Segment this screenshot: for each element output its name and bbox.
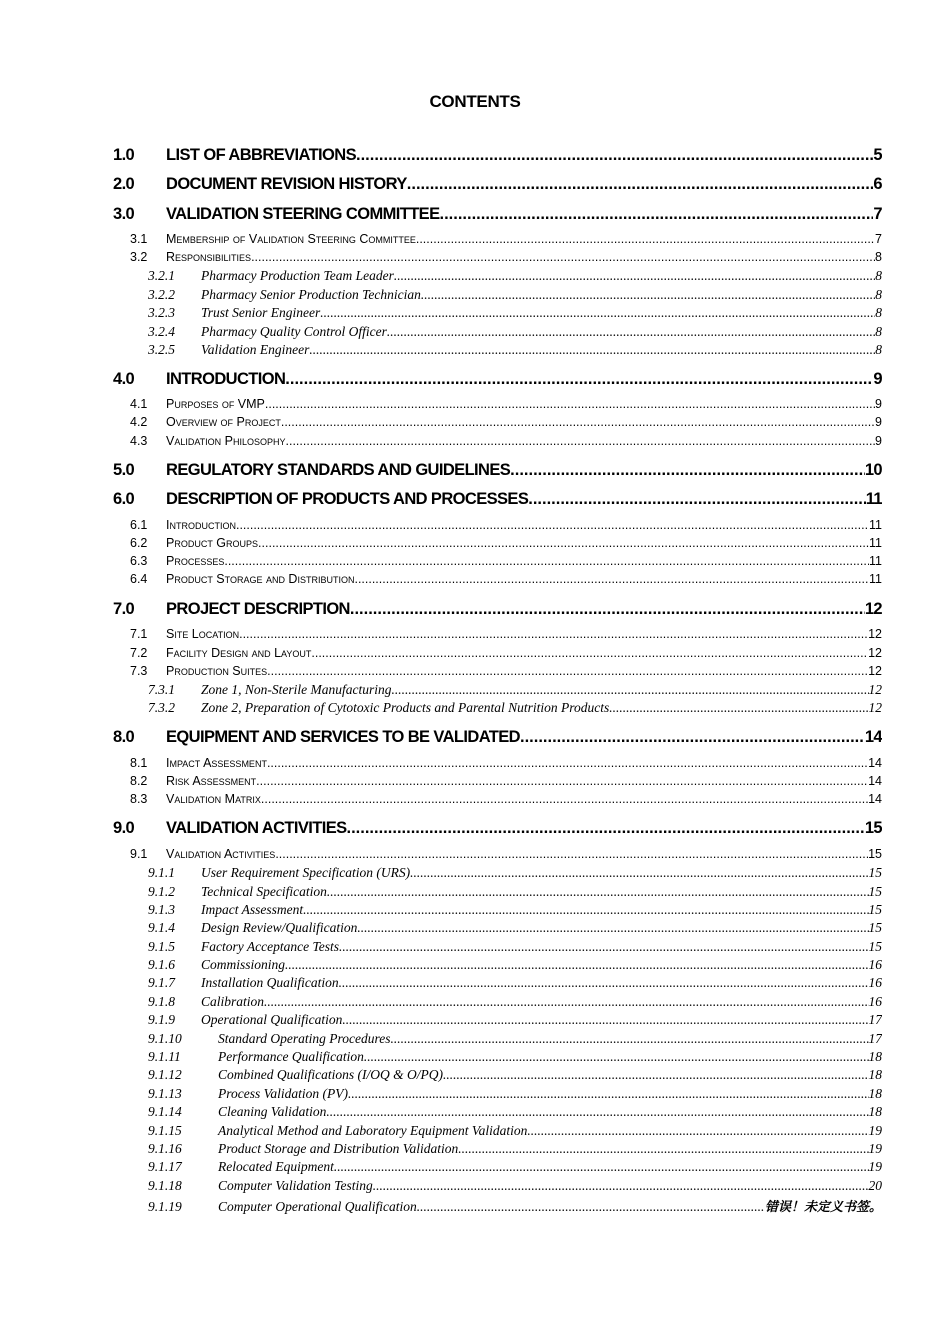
toc-leader-dots	[261, 792, 868, 806]
toc-entry-page: 9	[873, 369, 882, 388]
toc-entry-number: 9.1	[130, 846, 148, 861]
toc-entry-title: Impact Assessment	[166, 755, 267, 770]
toc-leader-dots	[357, 920, 868, 936]
toc-entry-7-1[interactable]	[113, 627, 882, 645]
toc-entry-title: LIST OF ABBREVIATIONS	[166, 146, 356, 164]
toc-entry-page: 9	[875, 397, 882, 412]
toc-entry-9-1-4[interactable]	[113, 920, 882, 938]
toc-entry-3-2[interactable]	[113, 250, 882, 268]
toc-entry-number: 9.1.10	[148, 1030, 182, 1046]
toc-entry-number: 8.3	[130, 791, 148, 806]
toc-entry-8-2[interactable]	[113, 774, 882, 792]
toc-entry-7-0[interactable]	[113, 600, 882, 620]
toc-entry-page: 17	[868, 1012, 882, 1028]
toc-leader-dots	[342, 1012, 868, 1028]
toc-entry-number: 9.0	[113, 819, 135, 838]
toc-entry-title: Computer Validation Testing	[218, 1177, 373, 1193]
toc-entry-number: 9.1.19	[148, 1199, 182, 1215]
toc-entry-number: 9.1.7	[148, 975, 175, 991]
toc-leader-dots	[239, 627, 868, 641]
toc-entry-title: DOCUMENT REVISION HISTORY	[166, 175, 407, 194]
toc-entry-number: 9.1.8	[148, 993, 175, 1009]
toc-entry-title: VALIDATION STEERING COMMITTEE	[166, 204, 440, 223]
toc-entry-number: 8.2	[130, 773, 148, 788]
toc-entry-title: Installation Qualification	[201, 975, 339, 991]
toc-entry-page: 12	[868, 645, 882, 660]
toc-entry-number: 9.1.9	[148, 1012, 175, 1028]
toc-entry-6-0[interactable]	[113, 490, 882, 510]
toc-entry-page: 错误！未定义书签。	[764, 1200, 882, 1215]
toc-entry-page: 14	[868, 773, 882, 788]
toc-entry-page: 16	[868, 993, 882, 1009]
toc-entry-page: 12	[864, 599, 882, 618]
toc-entry-8-1[interactable]	[113, 756, 882, 774]
toc-leader-dots	[285, 370, 873, 389]
toc-entry-title: Pharmacy Senior Production Technician	[201, 286, 421, 302]
toc-entry-page: 8	[875, 268, 882, 284]
toc-entry-number: 9.1.2	[148, 883, 175, 899]
toc-entry-title: Operational Qualification	[201, 1012, 343, 1028]
toc-entry-number: 3.2.2	[148, 286, 175, 302]
toc-entry-page: 16	[868, 975, 882, 991]
toc-entry-page: 12	[868, 627, 882, 642]
toc-entry-number: 3.1	[130, 232, 148, 247]
toc-entry-number: 9.1.13	[148, 1085, 182, 1101]
toc-entry-title: Risk Assessment	[166, 773, 257, 788]
page-title: CONTENTS	[429, 92, 521, 111]
toc-leader-dots	[348, 1086, 869, 1102]
toc-entry-number: 7.3.2	[148, 700, 175, 716]
toc-entry-title: EQUIPMENT AND SERVICES TO BE VALIDATED	[166, 728, 520, 747]
toc-entry-9-1-18[interactable]	[113, 1178, 882, 1196]
toc-entry-title: Processes	[166, 554, 225, 569]
toc-entry-7-3[interactable]	[113, 664, 882, 682]
toc-entry-page: 6	[873, 175, 882, 194]
toc-entry-4-0[interactable]	[113, 370, 882, 390]
toc-leader-dots	[311, 646, 868, 660]
toc-entry-page: 7	[875, 232, 882, 247]
toc-entry-number: 7.1	[130, 627, 148, 642]
toc-entry-9-1[interactable]	[113, 847, 882, 865]
toc-entry-page: 11	[869, 517, 882, 532]
toc-entry-page: 11	[869, 554, 882, 569]
toc-entry-title: Impact Assessment	[201, 901, 304, 917]
toc-entry-title: Purposes of VMP	[166, 397, 265, 412]
toc-leader-dots	[356, 146, 873, 165]
toc-entry-title: Trust Senior Engineer	[201, 305, 321, 321]
toc-entry-page: 8	[875, 323, 882, 339]
toc-leader-dots	[416, 232, 875, 246]
toc-entry-number: 3.2.5	[148, 342, 175, 358]
toc-entry-title: Validation Philosophy	[166, 433, 286, 448]
toc-entry-number: 3.2	[130, 250, 148, 265]
toc-entry-1-0[interactable]	[113, 146, 882, 166]
toc-leader-dots	[350, 600, 865, 619]
toc-entry-number: 9.1.3	[148, 901, 175, 917]
toc-entry-6-4[interactable]	[113, 572, 882, 590]
toc-entry-number: 6.3	[130, 554, 148, 569]
toc-leader-dots	[407, 175, 874, 194]
toc-leader-dots	[458, 1141, 868, 1157]
toc-entry-9-1-17[interactable]	[113, 1159, 882, 1177]
toc-entry-title: PROJECT DESCRIPTION	[166, 599, 350, 618]
toc-entry-title: Validation Engineer	[201, 342, 310, 358]
toc-entry-page: 14	[868, 755, 882, 770]
toc-leader-dots	[251, 250, 875, 264]
toc-entry-number: 3.2.1	[148, 268, 175, 284]
toc-entry-number: 6.1	[130, 517, 148, 532]
toc-leader-dots	[410, 865, 868, 881]
toc-entry-number: 3.2.4	[148, 323, 175, 339]
toc-entry-number: 2.0	[113, 175, 135, 194]
toc-entry-number: 3.0	[113, 204, 135, 223]
toc-entry-title: Computer Operational Qualification	[218, 1199, 417, 1215]
toc-leader-dots	[258, 536, 869, 550]
toc-entry-9-1-19[interactable]	[113, 1196, 882, 1214]
toc-leader-dots	[256, 774, 868, 788]
toc-entry-title: Membership of Validation Steering Committee	[166, 232, 416, 247]
toc-entry-page: 19	[868, 1140, 882, 1156]
toc-leader-dots	[443, 1067, 869, 1083]
toc-leader-dots	[326, 1104, 868, 1120]
toc-entry-page: 15	[868, 920, 882, 936]
toc-entry-page: 5	[873, 146, 882, 164]
toc-entry-title: User Requirement Specification (URS)	[201, 865, 411, 881]
toc-entry-number: 7.3.1	[148, 681, 175, 697]
toc-entry-number: 7.3	[130, 663, 148, 678]
toc-leader-dots	[520, 728, 865, 747]
toc-leader-dots	[527, 1123, 868, 1139]
toc-leader-dots	[387, 324, 875, 340]
toc-entry-9-1-16[interactable]	[113, 1141, 882, 1159]
toc-entry-title: Product Storage and Distribution Validation	[218, 1140, 459, 1156]
toc-entry-3-2-4[interactable]	[113, 324, 882, 342]
toc-entry-page: 10	[864, 461, 882, 480]
toc-entry-page: 8	[875, 342, 882, 358]
toc-entry-number: 9.1.1	[148, 865, 175, 881]
toc-entry-page: 8	[875, 250, 882, 265]
toc-leader-dots	[390, 1031, 868, 1047]
toc-entry-page: 19	[868, 1159, 882, 1175]
toc-entry-page: 12	[868, 700, 882, 716]
toc-entry-number: 9.1.12	[148, 1067, 182, 1083]
toc-entry-title: Pharmacy Quality Control Officer	[201, 323, 387, 339]
toc-entry-title: Cleaning Validation	[218, 1104, 327, 1120]
toc-entry-number: 6.0	[113, 490, 135, 509]
toc-entry-3-2-2[interactable]	[113, 287, 882, 305]
toc-entry-title: Technical Specification	[201, 883, 327, 899]
toc-leader-dots	[609, 700, 868, 716]
toc-entry-page: 15	[868, 865, 882, 881]
toc-leader-dots	[275, 847, 868, 861]
toc-leader-dots	[320, 305, 875, 321]
toc-leader-dots	[264, 994, 868, 1010]
toc-leader-dots	[440, 205, 874, 224]
toc-entry-title: Process Validation (PV)	[218, 1085, 348, 1101]
toc-entry-number: 7.2	[130, 645, 148, 660]
toc-entry-page: 11	[865, 490, 882, 509]
toc-entry-page: 14	[864, 728, 882, 747]
toc-leader-dots	[309, 342, 875, 358]
toc-entry-9-1-9[interactable]	[113, 1012, 882, 1030]
toc-entry-number: 9.1.4	[148, 920, 175, 936]
toc-entry-page: 7	[873, 204, 882, 223]
toc-entry-page: 11	[869, 536, 882, 551]
toc-entry-9-1-12[interactable]	[113, 1067, 882, 1085]
toc-leader-dots	[334, 1159, 869, 1175]
table-of-contents	[113, 146, 882, 1215]
toc-entry-number: 9.1.5	[148, 938, 175, 954]
toc-entry-title: Facility Design and Layout	[166, 645, 312, 660]
toc-entry-page: 17	[868, 1030, 882, 1046]
toc-entry-number: 9.1.11	[148, 1049, 181, 1065]
toc-entry-number: 4.0	[113, 369, 135, 388]
toc-entry-title: Standard Operating Procedures	[218, 1030, 391, 1046]
toc-leader-dots	[286, 434, 876, 448]
toc-entry-number: 5.0	[113, 461, 135, 480]
toc-entry-7-3-1[interactable]	[113, 682, 882, 700]
toc-leader-dots	[267, 664, 868, 678]
toc-leader-dots	[281, 415, 875, 429]
toc-entry-3-2-5[interactable]	[113, 342, 882, 360]
toc-leader-dots	[528, 490, 866, 509]
toc-entry-6-1[interactable]	[113, 518, 882, 536]
toc-entry-title: Combined Qualifications (I/OQ & O/PQ)	[218, 1067, 443, 1083]
toc-entry-page: 12	[868, 663, 882, 678]
toc-entry-title: DESCRIPTION OF PRODUCTS AND PROCESSES	[166, 490, 529, 509]
toc-entry-8-3[interactable]	[113, 792, 882, 810]
toc-entry-page: 15	[868, 901, 882, 917]
toc-entry-number: 9.1.6	[148, 957, 175, 973]
toc-leader-dots	[354, 572, 869, 586]
toc-leader-dots	[303, 902, 868, 918]
toc-entry-page: 15	[868, 883, 882, 899]
toc-entry-page: 20	[868, 1177, 882, 1193]
toc-entry-page: 18	[868, 1049, 882, 1065]
toc-entry-title: Calibration	[201, 993, 265, 1009]
toc-entry-3-0[interactable]	[113, 205, 882, 225]
toc-entry-9-1-1[interactable]	[113, 865, 882, 883]
toc-entry-title: Validation Activities	[166, 846, 276, 861]
toc-entry-4-2[interactable]	[113, 415, 882, 433]
toc-leader-dots	[421, 287, 875, 303]
toc-entry-number: 9.1.15	[148, 1122, 182, 1138]
toc-leader-dots	[339, 939, 869, 955]
toc-entry-number: 6.4	[130, 572, 148, 587]
toc-entry-title: Production Suites	[166, 663, 268, 678]
toc-leader-dots	[391, 682, 868, 698]
toc-leader-dots	[327, 884, 869, 900]
toc-entry-number: 8.1	[130, 755, 148, 770]
toc-entry-page: 19	[868, 1122, 882, 1138]
toc-leader-dots	[224, 554, 869, 568]
toc-entry-8-0[interactable]	[113, 728, 882, 748]
toc-entry-number: 7.0	[113, 599, 135, 618]
toc-entry-3-1[interactable]	[113, 232, 882, 250]
toc-entry-title: REGULATORY STANDARDS AND GUIDELINES	[166, 461, 511, 480]
toc-entry-title: Factory Acceptance Tests	[201, 938, 339, 954]
toc-entry-6-3[interactable]	[113, 554, 882, 572]
toc-entry-number: 4.2	[130, 415, 148, 430]
toc-entry-number: 4.1	[130, 397, 148, 412]
toc-entry-title: Site Location	[166, 627, 240, 642]
toc-leader-dots	[285, 957, 868, 973]
toc-entry-3-2-1[interactable]	[113, 268, 882, 286]
toc-entry-title: Responsibilities	[166, 250, 252, 265]
toc-entry-page: 8	[875, 286, 882, 302]
toc-entry-title: Performance Qualification	[218, 1049, 364, 1065]
toc-entry-title: Zone 1, Non-Sterile Manufacturing	[201, 681, 392, 697]
toc-leader-dots	[394, 268, 875, 284]
toc-entry-page: 9	[875, 433, 882, 448]
toc-entry-number: 9.1.18	[148, 1177, 182, 1193]
toc-entry-3-2-3[interactable]	[113, 305, 882, 323]
toc-entry-title: Validation Matrix	[166, 791, 261, 806]
toc-entry-title: Commissioning	[201, 957, 286, 973]
toc-leader-dots	[364, 1049, 869, 1065]
toc-entry-page: 11	[869, 572, 882, 587]
toc-entry-page: 9	[875, 415, 882, 430]
toc-entry-7-2[interactable]	[113, 646, 882, 664]
toc-entry-number: 6.2	[130, 536, 148, 551]
toc-entry-title: Product Groups	[166, 536, 259, 551]
toc-entry-5-0[interactable]	[113, 461, 882, 481]
toc-entry-4-1[interactable]	[113, 397, 882, 415]
toc-leader-dots	[510, 461, 865, 480]
toc-entry-9-1-14[interactable]	[113, 1104, 882, 1122]
toc-entry-page: 18	[868, 1085, 882, 1101]
toc-entry-page: 15	[868, 938, 882, 954]
toc-entry-9-1-7[interactable]	[113, 975, 882, 993]
toc-entry-page: 8	[875, 305, 882, 321]
toc-entry-9-1-15[interactable]	[113, 1123, 882, 1141]
toc-entry-9-1-5[interactable]	[113, 939, 882, 957]
toc-entry-number: 8.0	[113, 728, 135, 747]
toc-entry-number: 9.1.16	[148, 1140, 182, 1156]
toc-entry-page: 12	[868, 681, 882, 697]
toc-entry-7-3-2[interactable]	[113, 700, 882, 718]
toc-entry-number: 9.1.14	[148, 1104, 182, 1120]
toc-entry-title: Product Storage and Distribution	[166, 572, 355, 587]
toc-entry-9-1-11[interactable]	[113, 1049, 882, 1067]
toc-entry-number: 3.2.3	[148, 305, 175, 321]
toc-entry-title: Relocated Equipment	[218, 1159, 334, 1175]
toc-entry-title: VALIDATION ACTIVITIES	[166, 819, 347, 838]
toc-leader-dots	[265, 397, 875, 411]
toc-leader-dots	[373, 1178, 869, 1194]
toc-entry-title: Analytical Method and Laboratory Equipment Validation	[218, 1122, 528, 1138]
toc-entry-title: Zone 2, Preparation of Cytotoxic Products and Parental Nutrition Products	[201, 700, 610, 716]
toc-entry-page: 16	[868, 957, 882, 973]
toc-leader-dots	[347, 819, 865, 838]
toc-entry-page: 18	[868, 1104, 882, 1120]
toc-entry-9-1-6[interactable]	[113, 957, 882, 975]
toc-entry-page: 14	[868, 791, 882, 806]
toc-entry-4-3[interactable]	[113, 434, 882, 452]
toc-entry-title: Overview of Project	[166, 415, 281, 430]
toc-entry-2-0[interactable]	[113, 175, 882, 195]
toc-entry-title: Pharmacy Production Team Leader	[201, 268, 394, 284]
toc-entry-number: 1.0	[113, 146, 135, 164]
toc-entry-title: INTRODUCTION	[166, 369, 286, 388]
toc-leader-dots	[417, 1199, 765, 1214]
toc-entry-9-1-8[interactable]	[113, 994, 882, 1012]
toc-entry-9-1-10[interactable]	[113, 1031, 882, 1049]
toc-entry-title: Introduction	[166, 517, 236, 532]
toc-entry-number: 4.3	[130, 433, 148, 448]
toc-entry-9-1-13[interactable]	[113, 1086, 882, 1104]
toc-entry-page: 18	[868, 1067, 882, 1083]
toc-entry-page: 15	[868, 846, 882, 861]
toc-entry-number: 9.1.17	[148, 1159, 182, 1175]
toc-entry-title: Design Review/Qualification	[201, 920, 358, 936]
toc-entry-9-1-3[interactable]	[113, 902, 882, 920]
toc-entry-9-1-2[interactable]	[113, 884, 882, 902]
toc-entry-6-2[interactable]	[113, 536, 882, 554]
toc-entry-page: 15	[864, 819, 882, 838]
toc-leader-dots	[339, 975, 869, 991]
toc-entry-9-0[interactable]	[113, 819, 882, 839]
toc-leader-dots	[236, 518, 869, 532]
toc-leader-dots	[267, 756, 868, 770]
